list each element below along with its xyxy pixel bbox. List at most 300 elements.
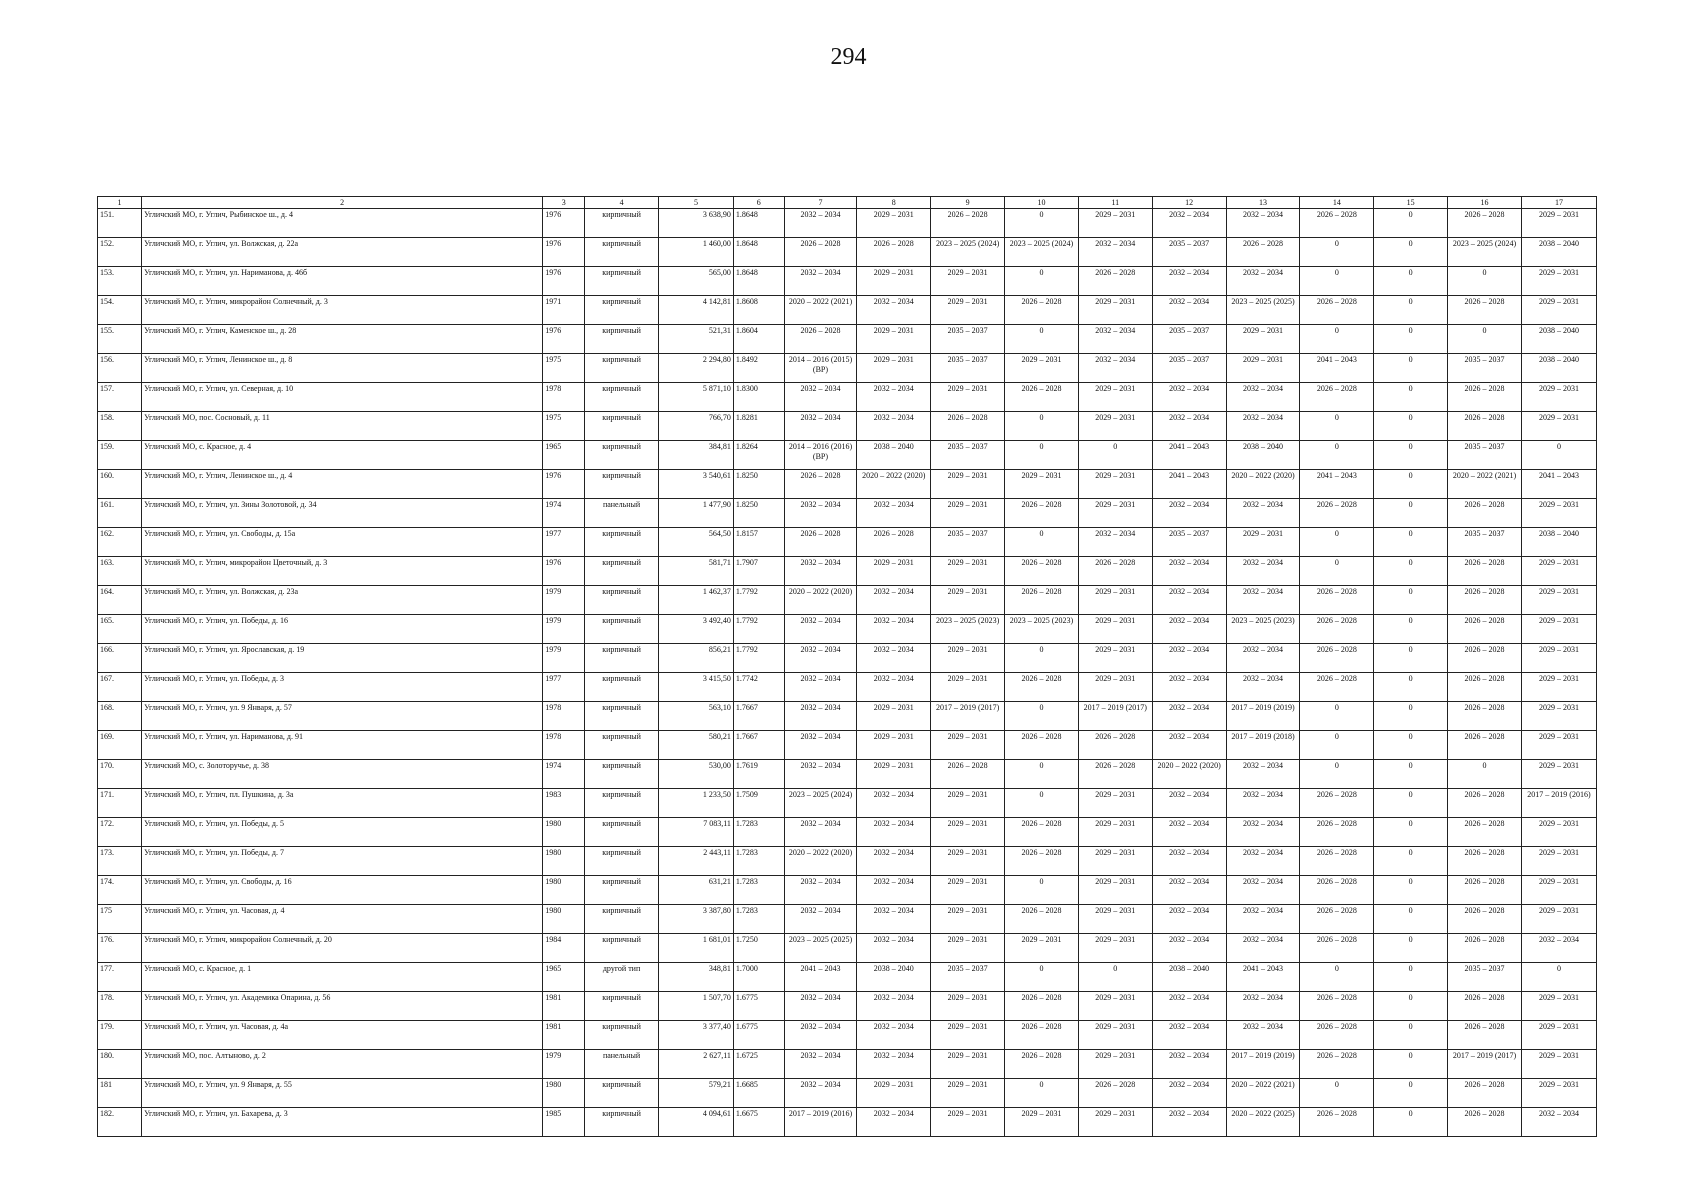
cell-period-col-12: 2041 – 2043 xyxy=(1152,470,1226,499)
cell-period-col-17: 2038 – 2040 xyxy=(1521,528,1596,557)
cell-coefficient: 1.7907 xyxy=(733,557,784,586)
cell-period-col-7: 2032 – 2034 xyxy=(784,1021,857,1050)
cell-period-col-14: 2026 – 2028 xyxy=(1300,1050,1374,1079)
cell-period-col-14: 0 xyxy=(1300,1079,1374,1108)
cell-coefficient: 1.7283 xyxy=(733,876,784,905)
cell-period-col-14: 2026 – 2028 xyxy=(1300,1021,1374,1050)
cell-year-built: 1980 xyxy=(543,847,585,876)
cell-period-col-9: 2029 – 2031 xyxy=(931,470,1005,499)
cell-period-col-16: 2026 – 2028 xyxy=(1448,644,1522,673)
cell-period-col-10: 2026 – 2028 xyxy=(1005,557,1079,586)
cell-period-col-17: 2029 – 2031 xyxy=(1521,644,1596,673)
cell-wall-material: кирпичный xyxy=(585,383,659,412)
cell-period-col-12: 2032 – 2034 xyxy=(1152,615,1226,644)
cell-period-col-8: 2032 – 2034 xyxy=(857,586,931,615)
cell-period-col-10: 0 xyxy=(1005,789,1079,818)
cell-period-col-14: 0 xyxy=(1300,528,1374,557)
cell-period-col-11: 2032 – 2034 xyxy=(1078,528,1152,557)
cell-period-col-7: 2032 – 2034 xyxy=(784,876,857,905)
cell-wall-material: кирпичный xyxy=(585,267,659,296)
cell-period-col-10: 2029 – 2031 xyxy=(1005,470,1079,499)
cell-period-col-13: 2026 – 2028 xyxy=(1226,238,1300,267)
cell-address: Угличский МО, г. Углич, ул. Победы, д. 16 xyxy=(142,615,543,644)
cell-period-col-8: 2029 – 2031 xyxy=(857,557,931,586)
cell-year-built: 1975 xyxy=(543,412,585,441)
cell-year-built: 1977 xyxy=(543,528,585,557)
cell-period-col-11: 2029 – 2031 xyxy=(1078,296,1152,325)
housing-register-table xyxy=(97,196,1597,1137)
cell-coefficient: 1.6775 xyxy=(733,992,784,1021)
cell-row-number: 162. xyxy=(98,528,142,557)
cell-period-col-15: 0 xyxy=(1374,557,1448,586)
cell-period-col-15: 0 xyxy=(1374,905,1448,934)
cell-period-col-7: 2032 – 2034 xyxy=(784,992,857,1021)
table-row xyxy=(98,905,1597,934)
cell-period-col-16: 0 xyxy=(1448,267,1522,296)
cell-period-col-11: 2029 – 2031 xyxy=(1078,1108,1152,1137)
cell-period-col-8: 2026 – 2028 xyxy=(857,528,931,557)
cell-period-col-15: 0 xyxy=(1374,673,1448,702)
cell-period-col-12: 2032 – 2034 xyxy=(1152,1021,1226,1050)
cell-period-col-10: 2026 – 2028 xyxy=(1005,905,1079,934)
cell-area: 521,31 xyxy=(658,325,733,354)
cell-period-col-13: 2032 – 2034 xyxy=(1226,586,1300,615)
cell-period-col-10: 2029 – 2031 xyxy=(1005,934,1079,963)
cell-period-col-13: 2032 – 2034 xyxy=(1226,760,1300,789)
cell-period-col-11: 2029 – 2031 xyxy=(1078,789,1152,818)
cell-period-col-9: 2026 – 2028 xyxy=(931,209,1005,238)
cell-period-col-13: 2017 – 2019 (2019) xyxy=(1226,1050,1300,1079)
cell-period-col-14: 0 xyxy=(1300,412,1374,441)
cell-address: Угличский МО, с. Красное, д. 1 xyxy=(142,963,543,992)
cell-period-col-12: 2041 – 2043 xyxy=(1152,441,1226,470)
cell-period-col-9: 2029 – 2031 xyxy=(931,731,1005,760)
cell-period-col-8: 2032 – 2034 xyxy=(857,934,931,963)
cell-period-col-9: 2029 – 2031 xyxy=(931,876,1005,905)
cell-wall-material: панельный xyxy=(585,499,659,528)
cell-period-col-17: 2029 – 2031 xyxy=(1521,1050,1596,1079)
cell-wall-material: кирпичный xyxy=(585,760,659,789)
table-row xyxy=(98,528,1597,557)
cell-period-col-8: 2032 – 2034 xyxy=(857,615,931,644)
cell-period-col-13: 2032 – 2034 xyxy=(1226,644,1300,673)
cell-year-built: 1974 xyxy=(543,499,585,528)
cell-period-col-9: 2029 – 2031 xyxy=(931,789,1005,818)
cell-period-col-10: 2026 – 2028 xyxy=(1005,992,1079,1021)
cell-period-col-11: 2029 – 2031 xyxy=(1078,412,1152,441)
cell-address: Угличский МО, г. Углич, Ленинское ш., д. 8 xyxy=(142,354,543,383)
cell-area: 4 094,61 xyxy=(658,1108,733,1137)
cell-row-number: 164. xyxy=(98,586,142,615)
cell-year-built: 1980 xyxy=(543,818,585,847)
cell-period-col-9: 2029 – 2031 xyxy=(931,644,1005,673)
cell-period-col-10: 2026 – 2028 xyxy=(1005,586,1079,615)
cell-area: 530,00 xyxy=(658,760,733,789)
column-header: 16 xyxy=(1448,197,1522,209)
cell-period-col-14: 2026 – 2028 xyxy=(1300,586,1374,615)
table-row xyxy=(98,615,1597,644)
cell-period-col-10: 0 xyxy=(1005,1079,1079,1108)
cell-year-built: 1980 xyxy=(543,1079,585,1108)
cell-wall-material: другой тип xyxy=(585,963,659,992)
cell-area: 7 083,11 xyxy=(658,818,733,847)
cell-period-col-10: 2026 – 2028 xyxy=(1005,383,1079,412)
cell-area: 1 233,50 xyxy=(658,789,733,818)
cell-period-col-14: 2026 – 2028 xyxy=(1300,847,1374,876)
cell-period-col-15: 0 xyxy=(1374,325,1448,354)
cell-period-col-14: 2026 – 2028 xyxy=(1300,644,1374,673)
cell-period-col-16: 2026 – 2028 xyxy=(1448,731,1522,760)
cell-period-col-14: 2041 – 2043 xyxy=(1300,470,1374,499)
cell-period-col-16: 2035 – 2037 xyxy=(1448,354,1522,383)
cell-period-col-13: 2023 – 2025 (2023) xyxy=(1226,615,1300,644)
cell-period-col-7: 2032 – 2034 xyxy=(784,267,857,296)
cell-period-col-17: 2038 – 2040 xyxy=(1521,238,1596,267)
cell-period-col-16: 2026 – 2028 xyxy=(1448,296,1522,325)
cell-period-col-8: 2032 – 2034 xyxy=(857,383,931,412)
cell-address: Угличский МО, г. Углич, микрорайон Солнечный, д. 3 xyxy=(142,296,543,325)
cell-area: 1 477,90 xyxy=(658,499,733,528)
cell-row-number: 154. xyxy=(98,296,142,325)
cell-period-col-17: 2029 – 2031 xyxy=(1521,557,1596,586)
cell-area: 766,70 xyxy=(658,412,733,441)
cell-period-col-17: 0 xyxy=(1521,963,1596,992)
cell-period-col-14: 0 xyxy=(1300,238,1374,267)
cell-period-col-7: 2032 – 2034 xyxy=(784,731,857,760)
cell-period-col-13: 2029 – 2031 xyxy=(1226,354,1300,383)
cell-wall-material: кирпичный xyxy=(585,789,659,818)
page-number: 294 xyxy=(830,44,867,70)
cell-period-col-11: 2032 – 2034 xyxy=(1078,238,1152,267)
cell-period-col-9: 2035 – 2037 xyxy=(931,963,1005,992)
cell-period-col-12: 2032 – 2034 xyxy=(1152,209,1226,238)
cell-coefficient: 1.8492 xyxy=(733,354,784,383)
cell-wall-material: кирпичный xyxy=(585,934,659,963)
cell-address: Угличский МО, г. Углич, ул. Свободы, д. 16 xyxy=(142,876,543,905)
cell-period-col-8: 2029 – 2031 xyxy=(857,209,931,238)
cell-wall-material: кирпичный xyxy=(585,325,659,354)
cell-period-col-15: 0 xyxy=(1374,209,1448,238)
cell-area: 3 638,90 xyxy=(658,209,733,238)
cell-period-col-16: 2026 – 2028 xyxy=(1448,615,1522,644)
cell-area: 564,50 xyxy=(658,528,733,557)
cell-period-col-9: 2035 – 2037 xyxy=(931,354,1005,383)
cell-row-number: 172. xyxy=(98,818,142,847)
cell-period-col-13: 2020 – 2022 (2025) xyxy=(1226,1108,1300,1137)
cell-period-col-10: 2026 – 2028 xyxy=(1005,1021,1079,1050)
cell-period-col-12: 2032 – 2034 xyxy=(1152,847,1226,876)
cell-period-col-7: 2032 – 2034 xyxy=(784,209,857,238)
cell-period-col-15: 0 xyxy=(1374,238,1448,267)
cell-period-col-9: 2029 – 2031 xyxy=(931,1050,1005,1079)
cell-period-col-13: 2032 – 2034 xyxy=(1226,267,1300,296)
cell-address: Угличский МО, г. Углич, микрорайон Солнечный, д. 20 xyxy=(142,934,543,963)
cell-period-col-15: 0 xyxy=(1374,1108,1448,1137)
cell-period-col-15: 0 xyxy=(1374,789,1448,818)
cell-period-col-17: 2029 – 2031 xyxy=(1521,760,1596,789)
cell-wall-material: кирпичный xyxy=(585,876,659,905)
cell-coefficient: 1.8648 xyxy=(733,209,784,238)
cell-period-col-8: 2026 – 2028 xyxy=(857,238,931,267)
cell-period-col-15: 0 xyxy=(1374,731,1448,760)
cell-period-col-13: 2017 – 2019 (2019) xyxy=(1226,702,1300,731)
cell-period-col-16: 2035 – 2037 xyxy=(1448,441,1522,470)
cell-period-col-9: 2029 – 2031 xyxy=(931,557,1005,586)
cell-row-number: 158. xyxy=(98,412,142,441)
cell-address: Угличский МО, г. Углич, ул. Зины Золотовой, д. 34 xyxy=(142,499,543,528)
cell-year-built: 1978 xyxy=(543,383,585,412)
cell-row-number: 167. xyxy=(98,673,142,702)
table-row xyxy=(98,760,1597,789)
cell-period-col-9: 2029 – 2031 xyxy=(931,1079,1005,1108)
cell-coefficient: 1.7792 xyxy=(733,586,784,615)
cell-period-col-12: 2032 – 2034 xyxy=(1152,1079,1226,1108)
cell-period-col-12: 2032 – 2034 xyxy=(1152,731,1226,760)
cell-period-col-11: 2029 – 2031 xyxy=(1078,615,1152,644)
cell-period-col-13: 2032 – 2034 xyxy=(1226,673,1300,702)
cell-period-col-11: 2029 – 2031 xyxy=(1078,847,1152,876)
cell-coefficient: 1.6775 xyxy=(733,1021,784,1050)
cell-row-number: 157. xyxy=(98,383,142,412)
table-row xyxy=(98,1079,1597,1108)
cell-address: Угличский МО, г. Углич, ул. Волжская, д. 23а xyxy=(142,586,543,615)
cell-period-col-15: 0 xyxy=(1374,818,1448,847)
cell-period-col-17: 2029 – 2031 xyxy=(1521,847,1596,876)
cell-year-built: 1981 xyxy=(543,992,585,1021)
cell-coefficient: 1.7667 xyxy=(733,702,784,731)
cell-address: Угличский МО, пос. Сосновый, д. 11 xyxy=(142,412,543,441)
cell-period-col-8: 2032 – 2034 xyxy=(857,905,931,934)
cell-period-col-12: 2035 – 2037 xyxy=(1152,238,1226,267)
table-row xyxy=(98,847,1597,876)
table-row xyxy=(98,789,1597,818)
cell-period-col-9: 2029 – 2031 xyxy=(931,267,1005,296)
cell-period-col-10: 0 xyxy=(1005,528,1079,557)
column-header: 7 xyxy=(784,197,857,209)
cell-period-col-7: 2032 – 2034 xyxy=(784,615,857,644)
cell-address: Угличский МО, пос. Алтыново, д. 2 xyxy=(142,1050,543,1079)
cell-period-col-7: 2032 – 2034 xyxy=(784,673,857,702)
cell-period-col-10: 2026 – 2028 xyxy=(1005,499,1079,528)
cell-period-col-14: 2026 – 2028 xyxy=(1300,296,1374,325)
cell-year-built: 1979 xyxy=(543,1050,585,1079)
cell-period-col-16: 2026 – 2028 xyxy=(1448,1108,1522,1137)
cell-year-built: 1978 xyxy=(543,702,585,731)
cell-period-col-8: 2029 – 2031 xyxy=(857,354,931,383)
cell-period-col-9: 2029 – 2031 xyxy=(931,847,1005,876)
cell-period-col-17: 2029 – 2031 xyxy=(1521,267,1596,296)
cell-period-col-11: 2029 – 2031 xyxy=(1078,876,1152,905)
cell-period-col-12: 2032 – 2034 xyxy=(1152,818,1226,847)
cell-year-built: 1976 xyxy=(543,470,585,499)
cell-period-col-17: 2029 – 2031 xyxy=(1521,586,1596,615)
cell-row-number: 155. xyxy=(98,325,142,354)
cell-period-col-12: 2032 – 2034 xyxy=(1152,412,1226,441)
column-header: 13 xyxy=(1226,197,1300,209)
cell-period-col-11: 2026 – 2028 xyxy=(1078,731,1152,760)
cell-period-col-13: 2032 – 2034 xyxy=(1226,847,1300,876)
cell-period-col-10: 2029 – 2031 xyxy=(1005,354,1079,383)
cell-period-col-14: 0 xyxy=(1300,441,1374,470)
cell-coefficient: 1.8250 xyxy=(733,499,784,528)
cell-period-col-12: 2038 – 2040 xyxy=(1152,963,1226,992)
cell-period-col-8: 2032 – 2034 xyxy=(857,1050,931,1079)
column-header: 14 xyxy=(1300,197,1374,209)
cell-period-col-16: 2026 – 2028 xyxy=(1448,412,1522,441)
cell-period-col-14: 2026 – 2028 xyxy=(1300,673,1374,702)
cell-wall-material: кирпичный xyxy=(585,905,659,934)
cell-period-col-12: 2032 – 2034 xyxy=(1152,789,1226,818)
cell-year-built: 1976 xyxy=(543,557,585,586)
cell-period-col-9: 2023 – 2025 (2024) xyxy=(931,238,1005,267)
cell-period-col-11: 2029 – 2031 xyxy=(1078,644,1152,673)
cell-coefficient: 1.7000 xyxy=(733,963,784,992)
column-header: 15 xyxy=(1374,197,1448,209)
cell-coefficient: 1.8648 xyxy=(733,238,784,267)
cell-year-built: 1979 xyxy=(543,586,585,615)
cell-period-col-15: 0 xyxy=(1374,615,1448,644)
cell-year-built: 1974 xyxy=(543,760,585,789)
cell-period-col-9: 2017 – 2019 (2017) xyxy=(931,702,1005,731)
cell-period-col-17: 2017 – 2019 (2016) xyxy=(1521,789,1596,818)
cell-period-col-12: 2020 – 2022 (2020) xyxy=(1152,760,1226,789)
cell-period-col-16: 2035 – 2037 xyxy=(1448,963,1522,992)
cell-period-col-15: 0 xyxy=(1374,1079,1448,1108)
cell-year-built: 1965 xyxy=(543,963,585,992)
cell-period-col-16: 2026 – 2028 xyxy=(1448,557,1522,586)
cell-period-col-9: 2026 – 2028 xyxy=(931,412,1005,441)
cell-period-col-7: 2020 – 2022 (2020) xyxy=(784,847,857,876)
cell-period-col-12: 2032 – 2034 xyxy=(1152,702,1226,731)
cell-coefficient: 1.8604 xyxy=(733,325,784,354)
cell-period-col-16: 2026 – 2028 xyxy=(1448,499,1522,528)
cell-period-col-13: 2032 – 2034 xyxy=(1226,789,1300,818)
cell-row-number: 181 xyxy=(98,1079,142,1108)
cell-period-col-12: 2032 – 2034 xyxy=(1152,499,1226,528)
cell-period-col-9: 2035 – 2037 xyxy=(931,325,1005,354)
column-header: 8 xyxy=(857,197,931,209)
cell-period-col-12: 2032 – 2034 xyxy=(1152,586,1226,615)
cell-area: 565,00 xyxy=(658,267,733,296)
cell-period-col-16: 0 xyxy=(1448,325,1522,354)
cell-row-number: 179. xyxy=(98,1021,142,1050)
table-row xyxy=(98,673,1597,702)
cell-row-number: 153. xyxy=(98,267,142,296)
cell-period-col-15: 0 xyxy=(1374,354,1448,383)
cell-period-col-11: 2029 – 2031 xyxy=(1078,905,1152,934)
cell-period-col-13: 2032 – 2034 xyxy=(1226,876,1300,905)
column-header: 2 xyxy=(142,197,543,209)
cell-wall-material: кирпичный xyxy=(585,441,659,470)
cell-period-col-8: 2032 – 2034 xyxy=(857,296,931,325)
cell-period-col-7: 2032 – 2034 xyxy=(784,383,857,412)
cell-area: 563,10 xyxy=(658,702,733,731)
cell-address: Угличский МО, г. Углич, ул. Волжская, д. 22а xyxy=(142,238,543,267)
cell-period-col-16: 2026 – 2028 xyxy=(1448,905,1522,934)
cell-period-col-10: 0 xyxy=(1005,325,1079,354)
cell-period-col-10: 2029 – 2031 xyxy=(1005,1108,1079,1137)
cell-period-col-16: 2026 – 2028 xyxy=(1448,992,1522,1021)
cell-period-col-7: 2020 – 2022 (2020) xyxy=(784,586,857,615)
table-row xyxy=(98,296,1597,325)
cell-address: Угличский МО, г. Углич, ул. Победы, д. 5 xyxy=(142,818,543,847)
cell-year-built: 1965 xyxy=(543,441,585,470)
table-row xyxy=(98,238,1597,267)
cell-area: 4 142,81 xyxy=(658,296,733,325)
cell-year-built: 1976 xyxy=(543,325,585,354)
cell-period-col-11: 0 xyxy=(1078,963,1152,992)
column-header: 5 xyxy=(658,197,733,209)
cell-period-col-14: 2026 – 2028 xyxy=(1300,1108,1374,1137)
cell-coefficient: 1.7283 xyxy=(733,818,784,847)
cell-area: 3 415,50 xyxy=(658,673,733,702)
cell-year-built: 1975 xyxy=(543,354,585,383)
cell-coefficient: 1.8157 xyxy=(733,528,784,557)
cell-period-col-9: 2029 – 2031 xyxy=(931,673,1005,702)
cell-period-col-15: 0 xyxy=(1374,992,1448,1021)
table-row xyxy=(98,731,1597,760)
cell-period-col-11: 2029 – 2031 xyxy=(1078,934,1152,963)
cell-period-col-11: 2029 – 2031 xyxy=(1078,992,1152,1021)
cell-year-built: 1980 xyxy=(543,876,585,905)
cell-area: 579,21 xyxy=(658,1079,733,1108)
cell-period-col-13: 2032 – 2034 xyxy=(1226,905,1300,934)
cell-period-col-11: 2029 – 2031 xyxy=(1078,1021,1152,1050)
cell-period-col-12: 2032 – 2034 xyxy=(1152,1108,1226,1137)
table-row xyxy=(98,1108,1597,1137)
cell-period-col-9: 2029 – 2031 xyxy=(931,1021,1005,1050)
cell-wall-material: кирпичный xyxy=(585,528,659,557)
cell-address: Угличский МО, г. Углич, ул. Нариманова, д. 91 xyxy=(142,731,543,760)
cell-period-col-15: 0 xyxy=(1374,470,1448,499)
cell-period-col-12: 2032 – 2034 xyxy=(1152,296,1226,325)
cell-period-col-9: 2029 – 2031 xyxy=(931,499,1005,528)
table-row xyxy=(98,557,1597,586)
cell-period-col-12: 2032 – 2034 xyxy=(1152,557,1226,586)
cell-period-col-17: 0 xyxy=(1521,441,1596,470)
cell-period-col-12: 2032 – 2034 xyxy=(1152,934,1226,963)
cell-coefficient: 1.8281 xyxy=(733,412,784,441)
table-row xyxy=(98,354,1597,383)
cell-period-col-13: 2029 – 2031 xyxy=(1226,325,1300,354)
cell-period-col-14: 2026 – 2028 xyxy=(1300,905,1374,934)
cell-period-col-13: 2032 – 2034 xyxy=(1226,383,1300,412)
cell-period-col-14: 2041 – 2043 xyxy=(1300,354,1374,383)
cell-year-built: 1976 xyxy=(543,267,585,296)
column-header: 10 xyxy=(1005,197,1079,209)
cell-period-col-14: 2026 – 2028 xyxy=(1300,876,1374,905)
cell-period-col-16: 2023 – 2025 (2024) xyxy=(1448,238,1522,267)
table-row xyxy=(98,702,1597,731)
cell-period-col-7: 2020 – 2022 (2021) xyxy=(784,296,857,325)
cell-period-col-13: 2023 – 2025 (2025) xyxy=(1226,296,1300,325)
cell-period-col-8: 2029 – 2031 xyxy=(857,325,931,354)
table-row xyxy=(98,586,1597,615)
table-row xyxy=(98,1050,1597,1079)
cell-period-col-10: 0 xyxy=(1005,876,1079,905)
cell-period-col-15: 0 xyxy=(1374,876,1448,905)
cell-period-col-7: 2032 – 2034 xyxy=(784,818,857,847)
cell-wall-material: кирпичный xyxy=(585,209,659,238)
cell-coefficient: 1.6675 xyxy=(733,1108,784,1137)
cell-period-col-8: 2032 – 2034 xyxy=(857,412,931,441)
cell-coefficient: 1.6685 xyxy=(733,1079,784,1108)
table-row xyxy=(98,412,1597,441)
cell-wall-material: панельный xyxy=(585,1050,659,1079)
cell-period-col-17: 2038 – 2040 xyxy=(1521,354,1596,383)
cell-period-col-15: 0 xyxy=(1374,934,1448,963)
cell-address: Угличский МО, с. Красное, д. 4 xyxy=(142,441,543,470)
